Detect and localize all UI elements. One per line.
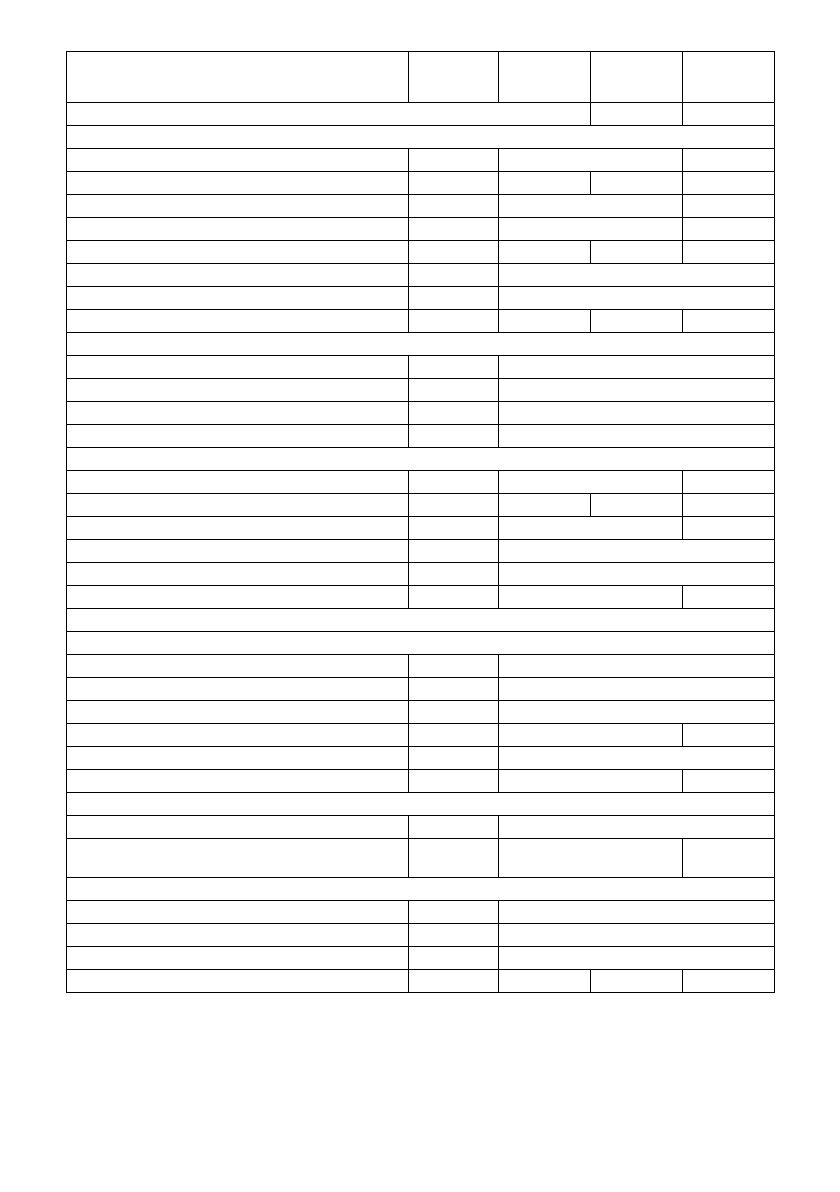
table-cell [67,724,409,747]
table-cell [409,149,499,172]
table-cell [683,970,775,993]
table-cell [409,701,499,724]
table-row [67,816,775,839]
table-row [67,241,775,264]
table-cell [409,747,499,770]
table-cell [499,356,775,379]
table-cell [591,310,683,333]
table-row [67,471,775,494]
table-cell [409,218,499,241]
table-row [67,947,775,970]
table-cell [67,609,775,632]
table-row [67,264,775,287]
table-cell [409,287,499,310]
table-cell [683,172,775,195]
table-row [67,494,775,517]
table-cell [67,678,409,701]
table-cell [409,52,499,103]
table-cell [683,471,775,494]
table-row [67,172,775,195]
table-cell [499,149,683,172]
table-cell [409,839,499,878]
table-row [67,609,775,632]
table-row [67,287,775,310]
table-cell [67,947,409,970]
table-cell [499,901,775,924]
table-cell [67,310,409,333]
table-cell [67,878,775,901]
table-row [67,724,775,747]
table-row [67,878,775,901]
table-cell [67,52,409,103]
table-cell [591,103,683,126]
blank-form-table [66,51,775,993]
table-row [67,425,775,448]
table-row [67,770,775,793]
table-row [67,103,775,126]
table-cell [499,724,683,747]
table-cell [409,586,499,609]
table-cell [499,816,775,839]
table-cell [67,195,409,218]
table-cell [499,586,683,609]
table-cell [591,172,683,195]
table-cell [67,494,409,517]
table-cell [67,586,409,609]
table-cell [409,924,499,947]
table-cell [409,517,499,540]
table-cell [499,970,591,993]
table-row [67,379,775,402]
table-body [67,52,775,993]
table-cell [683,195,775,218]
table-row [67,333,775,356]
table-cell [409,770,499,793]
table-cell [67,287,409,310]
table-cell [499,563,775,586]
table-row [67,563,775,586]
table-row [67,747,775,770]
table-row [67,678,775,701]
table-cell [67,448,775,471]
table-cell [499,701,775,724]
table-cell [409,901,499,924]
table-cell [409,724,499,747]
table-row [67,540,775,563]
table-cell [683,310,775,333]
table-cell [409,678,499,701]
table-cell [683,241,775,264]
table-cell [409,816,499,839]
table-row [67,517,775,540]
table-cell [499,839,683,878]
table-row [67,52,775,103]
table-row [67,701,775,724]
table-cell [499,924,775,947]
table-cell [67,103,591,126]
table-cell [67,218,409,241]
table-cell [683,770,775,793]
table-cell [409,970,499,993]
table-cell [67,471,409,494]
table-cell [409,563,499,586]
table-cell [499,172,591,195]
table-cell [67,517,409,540]
table-cell [67,563,409,586]
table-cell [499,264,775,287]
table-row [67,126,775,149]
table-row [67,632,775,655]
table-cell [67,126,775,149]
table-cell [409,241,499,264]
table-cell [67,632,775,655]
table-cell [683,149,775,172]
table-row [67,149,775,172]
table-cell [409,655,499,678]
table-row [67,448,775,471]
table-cell [409,402,499,425]
table-cell [67,924,409,947]
table-cell [591,970,683,993]
table-cell [683,586,775,609]
table-cell [67,379,409,402]
table-cell [499,241,591,264]
table-cell [591,52,683,103]
table-cell [683,517,775,540]
table-row [67,655,775,678]
table-cell [67,149,409,172]
table-cell [67,655,409,678]
table-cell [591,241,683,264]
table-cell [67,356,409,379]
table-row [67,356,775,379]
table-row [67,218,775,241]
table-cell [499,747,775,770]
table-cell [499,379,775,402]
table-cell [67,402,409,425]
table-cell [499,770,683,793]
table-cell [409,471,499,494]
table-cell [409,494,499,517]
table-row [67,402,775,425]
table-cell [499,287,775,310]
table-cell [409,379,499,402]
table-cell [683,218,775,241]
table-cell [67,770,409,793]
table-cell [499,52,591,103]
table-cell [499,494,591,517]
table-cell [409,310,499,333]
table-cell [409,947,499,970]
table-row [67,310,775,333]
table-cell [409,356,499,379]
table-cell [67,901,409,924]
table-cell [409,172,499,195]
table-cell [67,425,409,448]
table-row [67,970,775,993]
table-cell [67,747,409,770]
table-row [67,901,775,924]
table-cell [67,264,409,287]
table-cell [683,103,775,126]
table-cell [67,970,409,993]
table-cell [499,517,683,540]
table-cell [499,425,775,448]
table-row [67,924,775,947]
table-cell [499,195,683,218]
table-row [67,793,775,816]
table-cell [409,540,499,563]
table-cell [499,402,775,425]
table-row [67,586,775,609]
table-cell [683,839,775,878]
table-cell [67,333,775,356]
table-cell [499,947,775,970]
table-cell [499,310,591,333]
table-cell [67,540,409,563]
table-cell [67,793,775,816]
table-cell [683,494,775,517]
table-cell [499,218,683,241]
table-cell [67,839,409,878]
table-cell [67,816,409,839]
table-cell [67,241,409,264]
table-row [67,839,775,878]
table-row [67,195,775,218]
table-cell [499,655,775,678]
table-cell [499,540,775,563]
table-cell [683,724,775,747]
table-cell [499,471,683,494]
table-cell [409,195,499,218]
table-cell [409,425,499,448]
table-cell [591,494,683,517]
table-cell [67,172,409,195]
table-cell [67,701,409,724]
table-cell [409,264,499,287]
table-cell [499,678,775,701]
table-cell [683,52,775,103]
